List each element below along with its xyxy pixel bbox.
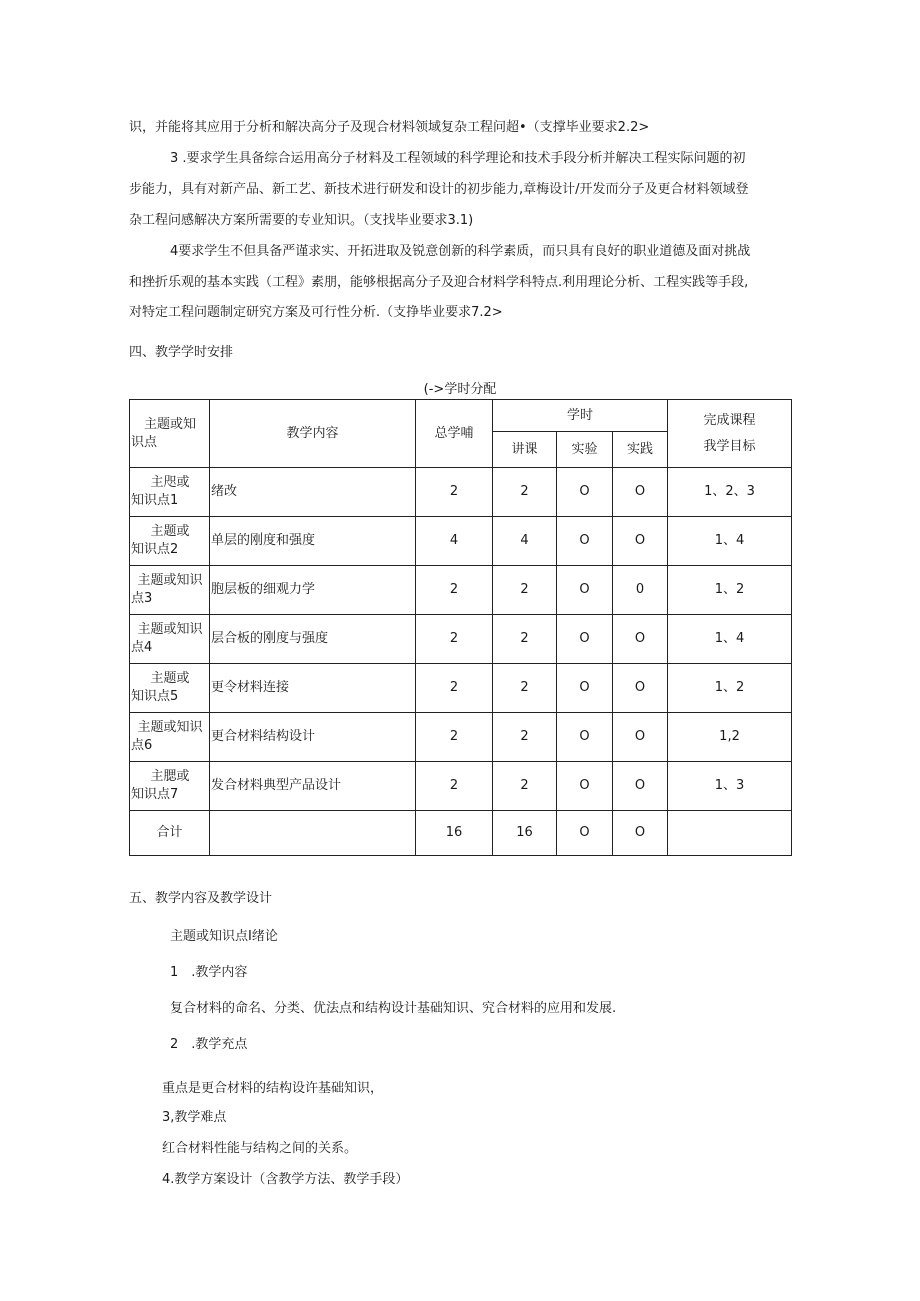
cell-topic-line1: 主咫或 [150,475,190,490]
cell-topic-line2: 点4 [131,640,153,655]
cell-experiment: O [557,468,613,517]
cell-content: 更令材料连接 [210,664,416,713]
cell-lecture: 2 [493,762,557,811]
cell-goal: 1、2 [668,566,792,615]
cell-experiment: O [557,664,613,713]
cell-goal: 1、4 [668,517,792,566]
paragraph-line: 识，并能将其应用于分析和解决高分子及现合材料领域复杂工程问超•（支撑毕业要求2.2> [129,120,650,135]
header-topic-line2: 识点 [131,434,158,450]
cell-topic [130,615,210,664]
cell-content: 绪改 [210,468,416,517]
cell-lecture: 2 [493,615,557,664]
paragraph-line: 和挫折乐观的基本实践（工程》素朋，能够根据高分子及迎合材料学科特点.利用理论分析、工程实践等手段, [129,275,749,290]
cell-topic [130,566,210,615]
cell-topic-line1: 主题或知识 [137,573,203,588]
header-total: 总学哺 [416,400,493,468]
cell-experiment: O [557,517,613,566]
cell-total: 2 [416,468,493,517]
cell-content: 胞层板的细观力学 [210,566,416,615]
header-topic-line1: 主题或知 [143,416,196,432]
cell-topic-line1: 主题或 [150,524,190,539]
table-row [130,517,792,566]
cell-lecture: 16 [493,811,557,856]
header-goal [668,400,792,468]
item-title: 2 .教学充点 [170,1037,248,1052]
cell-total: 2 [416,762,493,811]
cell-total: 2 [416,615,493,664]
cell-lecture: 2 [493,664,557,713]
cell-practice: O [613,664,668,713]
cell-topic-line2: 知识点2 [131,542,179,557]
cell-content: 发合材料典型产品设计 [210,762,416,811]
item-text: 重点是更合材料的结构设许基础知识， [162,1081,384,1096]
cell-practice: O [613,762,668,811]
cell-content: 更合材料结构设计 [210,713,416,762]
cell-experiment: O [557,811,613,856]
item-text: 红合材料性能与结构之间的关系。 [162,1141,358,1156]
cell-lecture: 4 [493,517,557,566]
cell-total-label: 合计 [130,811,210,856]
cell-practice: O [613,468,668,517]
cell-topic-line1: 主腮或 [150,769,190,784]
cell-topic [130,468,210,517]
cell-practice: O [613,615,668,664]
cell-topic-line2: 知识点7 [131,787,179,802]
item-title: 1 .教学内容 [170,965,248,980]
cell-topic-line1: 主题或 [150,671,190,686]
table-row [130,615,792,664]
cell-goal: 1、3 [668,762,792,811]
cell-practice: O [613,517,668,566]
cell-topic [130,762,210,811]
cell-total: 2 [416,566,493,615]
cell-lecture: 2 [493,566,557,615]
paragraph-line: 4要求学生不但具备严谨求实、开拓进取及锐意创新的科学素质，而只具有良好的职业道德及面对挑战 [170,244,751,259]
table-row [130,713,792,762]
item-text: 复合材料的命名、分类、优法点和结构设计基础知识、究合材料的应用和发展. [170,1001,617,1016]
cell-content: 单层的刚度和强度 [210,517,416,566]
item-title: 4.教学方案设计（含教学方法、教学手段） [162,1172,409,1187]
cell-topic-line2: 知识点1 [131,493,179,508]
table-row [130,566,792,615]
table-caption: (->学时分配 [423,382,497,397]
header-hours: 学时 [493,400,668,432]
cell-experiment: O [557,762,613,811]
cell-experiment: O [557,566,613,615]
topic-title: 主题或知识点I绪论 [170,929,278,944]
cell-total: 16 [416,811,493,856]
cell-goal [668,811,792,856]
cell-topic [130,664,210,713]
section-heading: 四、教学学时安排 [129,345,234,360]
cell-topic-line2: 点3 [131,591,153,606]
cell-content: 层合板的刚度与强度 [210,615,416,664]
cell-topic-line1: 主题或知识 [137,720,203,735]
cell-topic [130,517,210,566]
header-goal-line2: 我学目标 [703,438,756,454]
header-practice: 实践 [613,432,668,468]
cell-content [210,811,416,856]
item-title: 3,教学难点 [162,1110,227,1125]
paragraph-line: 杂工程问感解决方案所需要的专业知识。（支找毕业要求3.1) [129,213,474,228]
paragraph-line: 3 .要求学生具备综合运用高分子材料及工程领域的科学理论和技术手段分析并解决工程实际问题的初 [170,151,746,166]
cell-lecture: 2 [493,713,557,762]
cell-topic [130,713,210,762]
cell-goal: 1、4 [668,615,792,664]
cell-topic-line2: 点6 [131,738,153,753]
cell-goal: 1、2 [668,664,792,713]
table-row [130,762,792,811]
header-lecture: 讲课 [493,432,557,468]
cell-experiment: O [557,713,613,762]
cell-experiment: O [557,615,613,664]
cell-topic-line1: 主题或知识 [137,622,203,637]
cell-practice: O [613,713,668,762]
table-row [130,664,792,713]
header-experiment: 实验 [557,432,613,468]
paragraph-line: 步能力，具有对新产品、新工艺、新技术进行研发和设计的初步能力,章梅设计/开发而分子及更合材料领域登 [129,182,749,197]
cell-topic-line2: 知识点5 [131,689,179,704]
paragraph-line: 对特定工程问题制定研究方案及可行性分析.（支挣毕业要求7.2> [129,305,503,320]
cell-goal: 1,2 [668,713,792,762]
table-header-row [130,400,792,432]
hours-table [129,399,792,856]
cell-total: 4 [416,517,493,566]
section-heading: 五、教学内容及教学设计 [129,891,273,906]
header-content: 教学内容 [210,400,416,468]
cell-goal: 1、2、3 [668,468,792,517]
cell-practice: O [613,811,668,856]
table-total-row [130,811,792,856]
cell-lecture: 2 [493,468,557,517]
cell-total: 2 [416,713,493,762]
header-topic [130,400,210,468]
table-row [130,468,792,517]
cell-practice: 0 [613,566,668,615]
header-goal-line1: 完成课程 [703,412,756,428]
cell-total: 2 [416,664,493,713]
